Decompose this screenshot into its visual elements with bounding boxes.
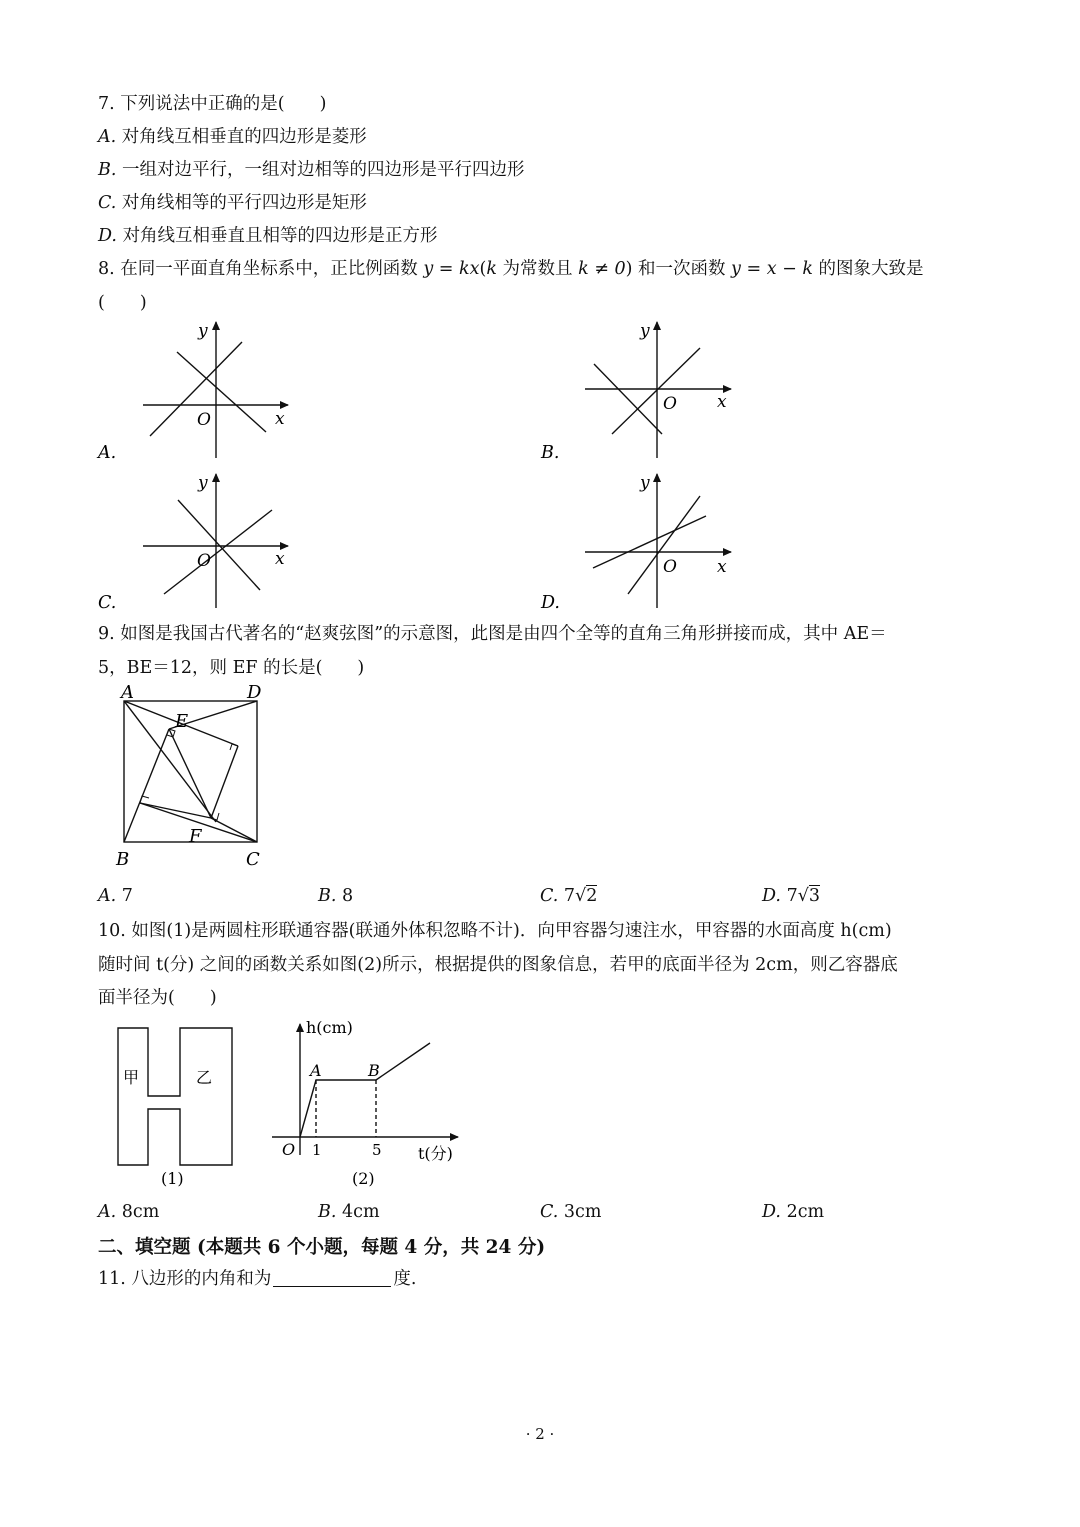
q10-option-b: [318, 1201, 380, 1223]
option-letter: D.: [98, 226, 117, 246]
q8-expr1: y = kx: [423, 259, 480, 279]
fig2-x-label: t(分): [418, 1144, 453, 1163]
option-value: 4cm: [342, 1202, 380, 1222]
vessel-left-label: 甲: [123, 1068, 140, 1087]
graph-y-label: y: [198, 473, 208, 493]
q7-stem: 7. 下列说法中正确的是( ): [98, 94, 327, 114]
point-e: E: [175, 711, 189, 732]
graph-y-label: y: [640, 321, 650, 341]
graph-x-label: x: [717, 392, 727, 412]
q9-zhao-shuang-figure: [0, 680, 320, 880]
fig2-tick-5: 5: [372, 1141, 382, 1159]
fig2-point-a: A: [310, 1061, 322, 1080]
q11-after: 度.: [393, 1269, 417, 1289]
line-y-kx: [612, 348, 700, 434]
line-y-kx: [178, 500, 260, 590]
point-f: F: [189, 826, 202, 847]
section-heading: 二、填空题 (本题共 6 个小题，每题 4 分，共 24 分): [98, 1237, 546, 1258]
fig2-origin: O: [282, 1140, 296, 1159]
point-b: B: [116, 849, 130, 870]
point-d: D: [247, 682, 262, 703]
q8-stem-c: 为常数且: [496, 259, 579, 279]
option-value: 7: [121, 886, 133, 906]
q8-graphs: [0, 0, 1080, 620]
q8-graph-c: [143, 474, 288, 608]
line-y-x-minus-k: [593, 516, 706, 568]
sqrt-sign: √: [797, 886, 809, 906]
line-y-x-minus-k: [164, 510, 272, 594]
option-letter: C.: [540, 1202, 559, 1222]
q8-option-b: B.: [541, 443, 560, 463]
q10-figures: [0, 1010, 480, 1195]
q9-line1: 9. 如图是我国古代著名的“赵爽弦图”的示意图，此图是由四个全等的直角三角形拼接而成，其中 AE＝: [98, 624, 887, 644]
q9-option-c: [540, 885, 597, 907]
option-value: 7: [786, 886, 798, 906]
q8-option-a: A.: [98, 443, 117, 463]
option-text: 对角线互相垂直且相等的四边形是正方形: [122, 226, 438, 246]
graph-x-label: x: [275, 549, 285, 569]
line-y-kx: [628, 496, 700, 594]
q8-k: k: [486, 259, 497, 279]
option-text: 对角线互相垂直的四边形是菱形: [121, 127, 367, 147]
line-y-kx: [150, 342, 242, 436]
q8-graph-b: [585, 322, 731, 458]
option-letter: D.: [762, 1202, 781, 1222]
option-value: 7: [563, 886, 576, 906]
fig1-caption: (1): [161, 1169, 184, 1188]
q8-expr2: k ≠ 0: [578, 259, 626, 279]
option-letter: D.: [762, 886, 781, 906]
graph-origin: O: [663, 557, 677, 577]
q11-before: 11. 八边形的内角和为: [98, 1269, 272, 1289]
fig2-y-label: h(cm): [306, 1018, 353, 1037]
option-text: 对角线相等的平行四边形是矩形: [121, 193, 367, 213]
q8-graph-a: [143, 322, 288, 458]
option-value: 2cm: [786, 1202, 825, 1222]
fig2-caption: (2): [352, 1169, 375, 1188]
fig2-point-b: B: [368, 1061, 380, 1080]
q8-stem-a: 8. 在同一平面直角坐标系中，正比例函数: [98, 259, 424, 279]
q8-stem-b: (: [479, 259, 487, 279]
q10-option-a: [98, 1201, 159, 1223]
q10-option-d: [762, 1201, 824, 1223]
line-y-x-minus-k: [177, 352, 266, 432]
graph-origin: O: [197, 551, 211, 571]
q8-option-d: D.: [541, 593, 560, 613]
q9-option-a: [98, 885, 133, 907]
graph-x-label: x: [717, 557, 727, 577]
q9-line2: 5，BE＝12，则 EF 的长是( ): [98, 658, 365, 678]
point-c: C: [246, 849, 260, 870]
option-letter: A.: [98, 1202, 117, 1222]
option-letter: C.: [540, 886, 559, 906]
option-letter: C.: [98, 193, 117, 213]
point-a: A: [121, 682, 134, 703]
option-text: 一组对边平行，一组对边相等的四边形是平行四边形: [122, 160, 525, 180]
graph-x-label: x: [275, 409, 285, 429]
option-letter: A.: [98, 886, 117, 906]
graph-origin: O: [197, 410, 211, 430]
q8-stem-line2: ( ): [98, 293, 147, 313]
answer-blank[interactable]: [273, 1268, 391, 1287]
radicand: 3: [808, 886, 820, 906]
fig2-tick-1: 1: [312, 1141, 322, 1159]
option-letter: B.: [318, 1202, 337, 1222]
graph-y-label: y: [198, 321, 208, 341]
graph-origin: O: [663, 394, 677, 414]
q8-graph-d: [585, 474, 731, 608]
q10-line3: 面半径为( ): [98, 988, 217, 1008]
q10-fig2-graph: [272, 1024, 458, 1155]
q8-stem-d: ) 和一次函数: [625, 259, 732, 279]
h-t-curve: [300, 1043, 430, 1137]
page-number: · 2 ·: [525, 1425, 555, 1443]
q10-fig1-vessel: [118, 1028, 232, 1165]
option-value: 3cm: [563, 1202, 602, 1222]
q8-option-c: C.: [98, 593, 117, 613]
option-value: 8: [342, 886, 354, 906]
vessel-right-label: 乙: [196, 1068, 213, 1087]
q10-line2: 随时间 t(分) 之间的函数关系如图(2)所示，根据提供的图象信息，若甲的底面半径为 2cm，则乙容器底: [98, 955, 898, 975]
option-letter: B.: [318, 886, 337, 906]
radicand: 2: [586, 886, 598, 906]
q11: [98, 1268, 416, 1290]
q8-stem-e: 的图象大致是: [812, 259, 924, 279]
q10-option-c: [540, 1201, 601, 1223]
q9-option-b: [318, 885, 353, 907]
q9-option-d: [762, 885, 820, 907]
option-letter: B.: [98, 160, 117, 180]
sqrt-sign: √: [575, 886, 587, 906]
option-value: 8cm: [121, 1202, 160, 1222]
q10-line1: 10. 如图(1)是两圆柱形联通容器(联通外体积忽略不计)．向甲容器匀速注水，甲容器的水面高度 h(cm): [98, 921, 892, 941]
line-y-x-minus-k: [594, 364, 662, 434]
q8-expr3: y = x − k: [731, 259, 813, 279]
option-letter: A.: [98, 127, 117, 147]
graph-y-label: y: [640, 473, 650, 493]
